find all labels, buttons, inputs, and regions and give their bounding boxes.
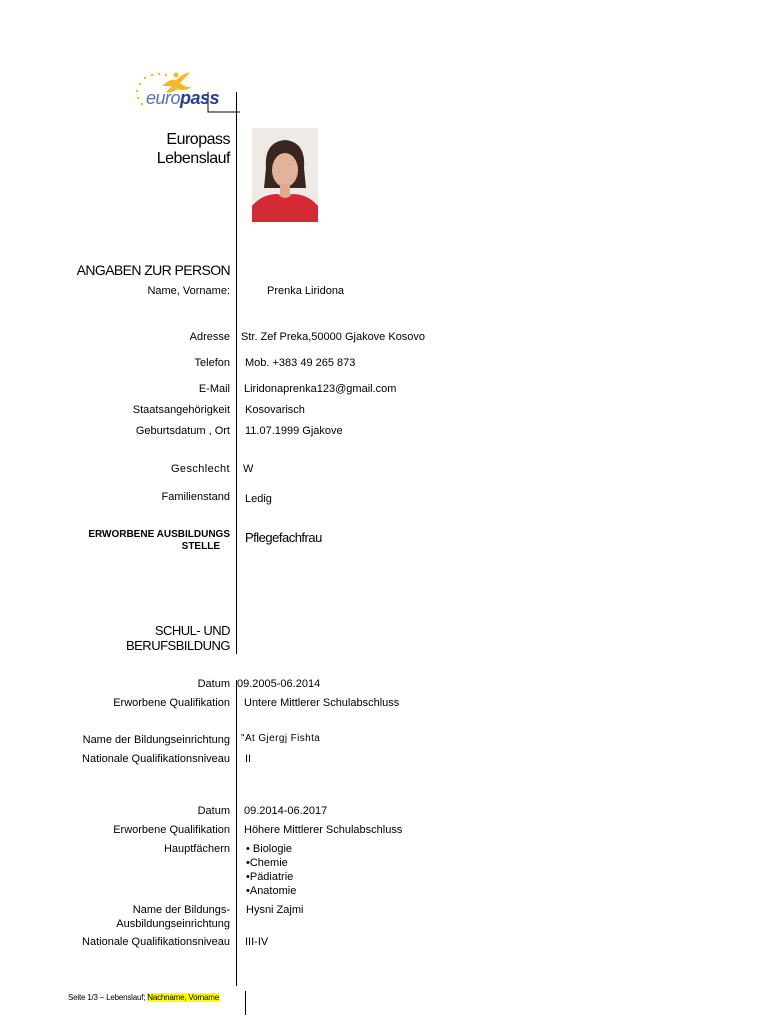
edu1-level-label: Nationale Qualifikationsniveau bbox=[82, 753, 230, 765]
document-title bbox=[157, 130, 230, 168]
edu1-date-value: 09.2005-06.2014 bbox=[237, 678, 321, 690]
phone-value: Mob. +383 49 265 873 bbox=[245, 357, 356, 369]
vertical-divider-bottom bbox=[236, 680, 237, 986]
edu2-level-label: Nationale Qualifikationsniveau bbox=[82, 936, 230, 948]
edu1-date-label: Datum bbox=[197, 678, 230, 690]
edu2-inst-value: Hysni Zajmi bbox=[246, 904, 304, 916]
document-title-line2: Lebenslauf bbox=[156, 150, 230, 167]
edu1-inst-label: Name der Bildungseinrichtung bbox=[82, 734, 230, 746]
desired-job-label-line1: ERWORBENE AUSBILDUNGS bbox=[88, 529, 230, 540]
email-value: Liridonaprenka123@gmail.com bbox=[244, 383, 397, 395]
profile-photo bbox=[252, 128, 318, 222]
section-heading-education-line1: SCHUL- UND bbox=[154, 623, 230, 638]
nationality-label: Staatsangehörigkeit bbox=[132, 404, 230, 416]
footer-divider bbox=[245, 991, 246, 1015]
birth-label: Geburtsdatum , Ort bbox=[135, 425, 230, 437]
edu1-inst-value: "At Gjergj Fishta bbox=[241, 733, 321, 744]
edu1-level-value: II bbox=[245, 753, 252, 765]
list-item: •Chemie bbox=[246, 857, 288, 869]
vertical-divider-top bbox=[236, 92, 237, 654]
edu2-inst-label-line2: Ausbildungseinrichtung bbox=[116, 918, 230, 930]
document-title-line1: Europass bbox=[166, 131, 230, 148]
edu2-inst-label bbox=[116, 903, 230, 931]
edu2-qual-label: Erworbene Qualifikation bbox=[113, 824, 230, 836]
desired-job-label bbox=[88, 529, 230, 553]
desired-job-value: Pflegefachfrau bbox=[245, 530, 322, 545]
status-value: Ledig bbox=[245, 493, 272, 505]
edu2-qual-value: Höhere Mittlerer Schulabschluss bbox=[244, 824, 403, 836]
europass-wordmark: europass bbox=[146, 88, 220, 108]
edu2-date-label: Datum bbox=[197, 805, 230, 817]
edu2-inst-label-line1: Name der Bildungs- bbox=[132, 904, 230, 916]
desired-job-label-line2: STELLE bbox=[181, 541, 220, 552]
section-heading-education-line2: BERUFSBILDUNG bbox=[125, 638, 230, 653]
edu2-date-value: 09.2014-06.2017 bbox=[244, 805, 328, 817]
phone-label: Telefon bbox=[194, 357, 230, 369]
list-item: • Biologie bbox=[246, 843, 293, 855]
edu1-qual-label: Erworbene Qualifikation bbox=[113, 697, 230, 709]
name-value: Prenka Liridona bbox=[267, 285, 345, 297]
edu2-level-value: III-IV bbox=[245, 936, 269, 948]
footer-prefix: Seite 1/3 – Lebenslauf; bbox=[68, 993, 148, 1002]
europass-logo bbox=[130, 64, 240, 114]
email-label: E-Mail bbox=[198, 383, 230, 395]
birth-value: 11.07.1999 Gjakove bbox=[245, 425, 343, 437]
edu2-subjects-label: Hauptfächern bbox=[163, 843, 230, 855]
nationality-value: Kosovarisch bbox=[245, 404, 305, 416]
footer-highlight: Nachname, Vorname bbox=[147, 993, 220, 1002]
list-item: •Pädiatrie bbox=[246, 871, 294, 883]
status-label: Familienstand bbox=[161, 491, 230, 503]
section-heading-education bbox=[126, 623, 230, 653]
page-footer bbox=[68, 993, 219, 1003]
section-heading-personal: ANGABEN ZUR PERSON bbox=[76, 262, 230, 278]
gender-value: W bbox=[243, 463, 254, 475]
name-label: Name, Vorname: bbox=[147, 285, 230, 297]
address-label: Adresse bbox=[189, 331, 230, 343]
edu1-qual-value: Untere Mittlerer Schulabschluss bbox=[244, 697, 400, 709]
gender-label: Geschlecht bbox=[170, 463, 230, 475]
edu2-subjects-list bbox=[246, 842, 296, 898]
address-value: Str. Zef Preka,50000 Gjakove Kosovo bbox=[241, 331, 426, 343]
list-item: •Anatomie bbox=[246, 885, 297, 897]
